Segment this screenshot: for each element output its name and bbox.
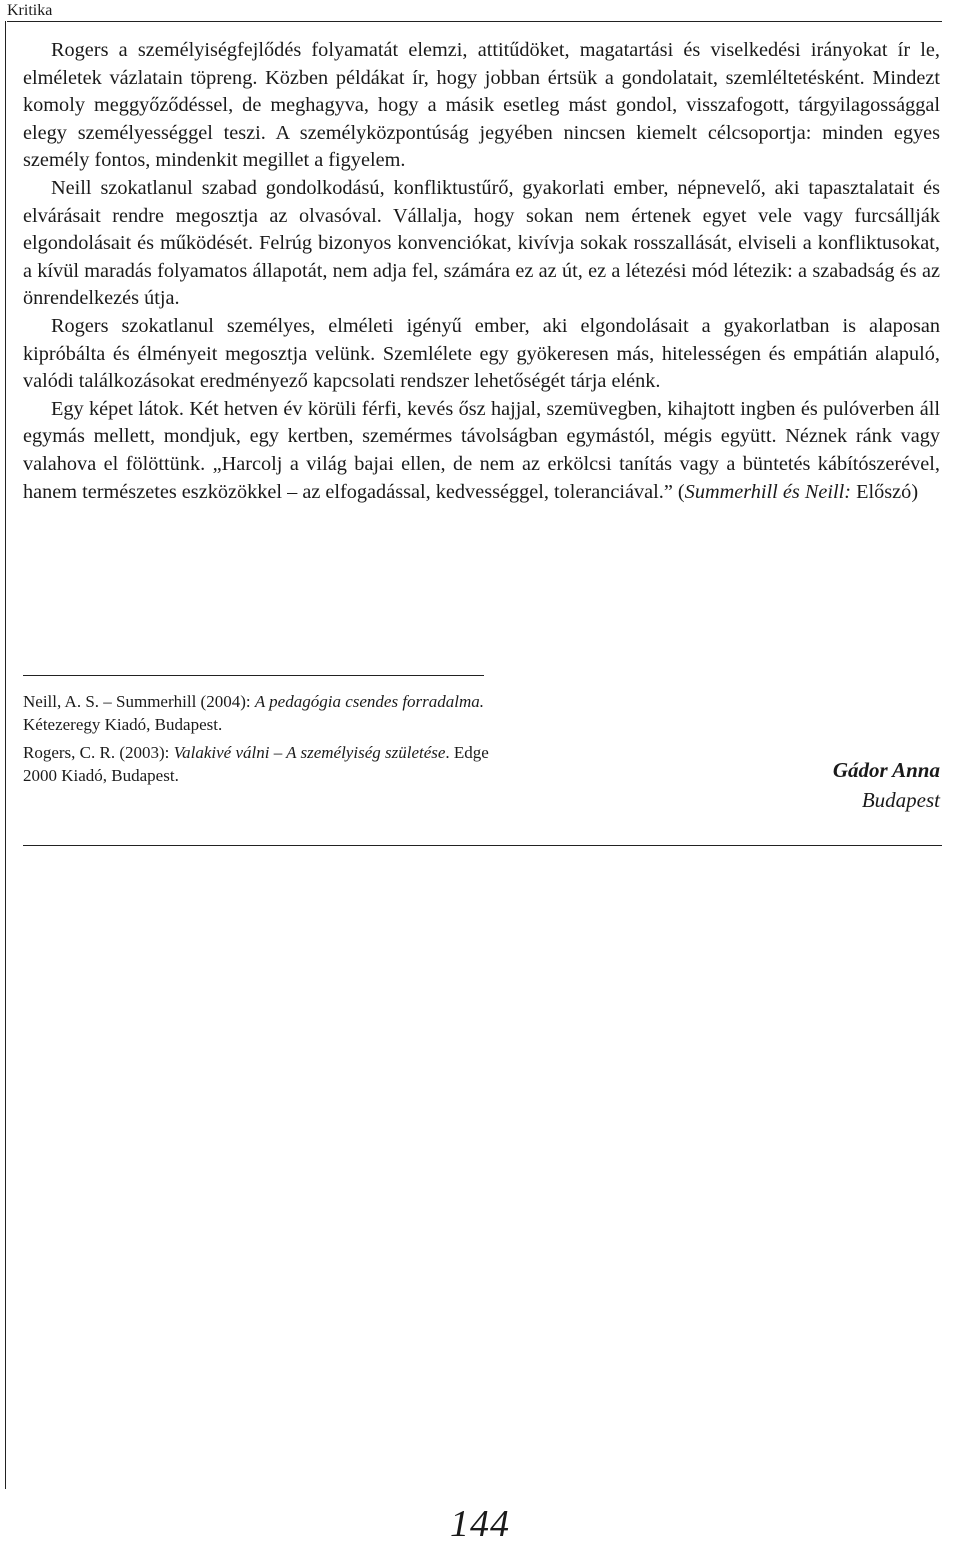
running-head: Kritika <box>7 2 53 19</box>
author-signature <box>833 755 940 815</box>
bottom-rule <box>23 845 942 846</box>
paragraph-rogers-overview: Rogers a személyiségfejlődés folyamatát elemzi, attitűdöket, magatartási és viselkedési irányokat ír le, elméletek vázlatain töpreng. Közben példákat ír, hogy jobban értsük a gondolatait, szemléltetésként. Mindezt komoly meggyőződéssel, de meghagyva, hogy a másik esetleg mást gondol, visszafogott, tárgyilagossággal elegy személyességgel teszi. A személyközpontúság jegyében nincsen kiemelt célcsoportja: minden egyes személy fontos, mindenkit megillet a figyelem. <box>23 39 940 172</box>
top-rule <box>7 21 942 22</box>
reference-rogers <box>23 741 493 787</box>
reference-neill-publisher: Kétezeregy Kiadó, Budapest. <box>23 715 223 734</box>
paragraph-rogers-personal: Rogers szokatlanul személyes, elméleti igényű ember, aki elgondolásait a gyakorlatban is alaposan kipróbálta és élményeit megosztja velünk. Szemlélete egy gyökeresen más, hitelességen és empátián alapuló, valódi találkozásokat eredményező kapcsolati rendszer lehetőségét tárja elénk. <box>23 314 940 393</box>
quote-source-rest: Előszó) <box>851 480 919 503</box>
page-number: 144 <box>450 1503 510 1545</box>
reference-rogers-title: Valakivé válni – A személyiség születése <box>173 743 446 762</box>
reference-neill-authors: Neill, A. S. – Summerhill (2004): <box>23 692 255 711</box>
quote-source-open: ( <box>672 480 685 503</box>
reference-neill <box>23 690 493 736</box>
author-city: Budapest <box>861 788 940 812</box>
reference-neill-title: A pedagógia csendes forradalma. <box>254 692 485 711</box>
references <box>23 690 493 792</box>
paragraph-neill: Neill szokatlanul szabad gondolkodású, konfliktustűrő, gyakorlati ember, népnevelő, aki tapasztalatait és elvárásait rendre megosztja az olvasóval. Vállalja, hogy sokan nem értenek egyet vele vagy furcsállják elgondolásait és működését. Felrúg bizonyos konvenciókat, kivívja sokak rosszallását, elviseli a konfliktusokat, a kívül maradás folyamatos állapotát, nem adja fel, számára ez az út, ez a létezési mód létezik: a szabadság és az önrendelkezés útja. <box>23 176 940 310</box>
reference-rogers-publisher: . Edge 2000 Kiadó, Budapest. <box>23 743 489 785</box>
left-margin-rule <box>5 21 6 1489</box>
reference-rogers-authors: Rogers, C. R. (2003): <box>23 743 174 762</box>
paragraph-image-quote <box>23 396 940 506</box>
references-rule <box>23 675 484 676</box>
author-name: Gádor Anna <box>832 758 940 782</box>
quote-source-title: Summerhill és Neill: <box>684 480 852 503</box>
quote-text: Egy képet látok. Két hetven év körüli férfi, kevés ősz hajjal, szemüvegben, kihajtott ingben és pulóverben áll egymás mellett, mondjuk, egy kertben, szemérmes távolságban egymástól, mégis együtt. Néznek ránk vagy valahova el fölöttünk. „Harcolj a világ bajai ellen, de nem az erkölcsi tanítás vagy a büntetés kábítószerével, hanem természetes eszközökkel – az elfogadással, kedvességgel, toleranciával.” <box>23 397 940 503</box>
article-body <box>23 37 940 506</box>
